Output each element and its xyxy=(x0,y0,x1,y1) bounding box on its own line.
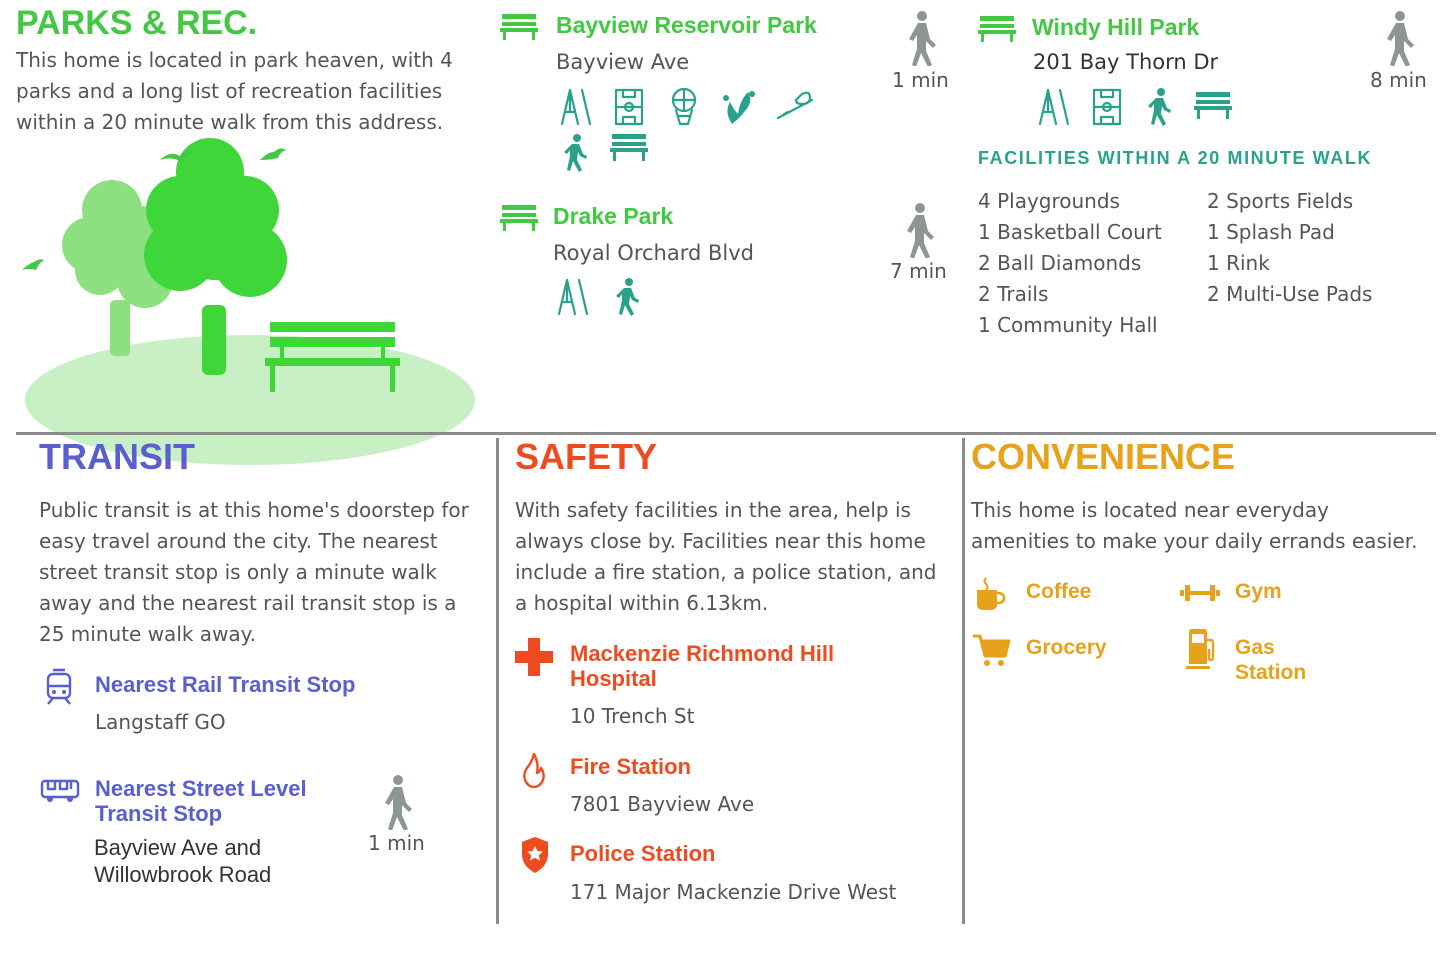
hospital-address: 10 Trench St xyxy=(570,704,695,728)
hospital-title xyxy=(570,641,834,691)
trail-runner-icon xyxy=(614,278,640,316)
train-icon xyxy=(45,668,73,706)
trail-runner-icon xyxy=(1146,88,1172,126)
bus-icon xyxy=(40,778,80,804)
walk-time: 7 min xyxy=(890,259,947,283)
facility-item: 1 Rink xyxy=(1207,251,1270,275)
soccer-field-icon xyxy=(1092,88,1122,126)
police-station-title: Police Station xyxy=(570,841,716,866)
convenience-title: CONVENIENCE xyxy=(971,436,1236,477)
splash-pad-icon xyxy=(720,88,760,126)
facility-item: 2 Multi-Use Pads xyxy=(1207,282,1373,306)
rail-stop-title: Nearest Rail Transit Stop xyxy=(95,672,356,697)
facility-item: 1 Community Hall xyxy=(978,313,1158,337)
gym-label: Gym xyxy=(1235,580,1282,603)
walker-icon xyxy=(904,10,938,66)
horizontal-divider xyxy=(16,432,1436,435)
walker-icon xyxy=(902,202,936,258)
park-address: Bayview Ave xyxy=(556,50,690,74)
walker-icon xyxy=(1382,10,1416,66)
picnic-bench-icon xyxy=(1194,90,1232,120)
basketball-icon xyxy=(664,88,704,126)
police-station-address: 171 Major Mackenzie Drive West xyxy=(570,880,897,904)
safety-title: SAFETY xyxy=(515,436,658,477)
facilities-title: FACILITIES WITHIN A 20 MINUTE WALK xyxy=(978,148,1373,168)
trail-runner-icon xyxy=(562,134,588,172)
vertical-divider xyxy=(962,438,965,924)
park-address: Royal Orchard Blvd xyxy=(553,241,754,265)
gas-station-label-line: Station xyxy=(1235,661,1307,684)
skate-icon xyxy=(774,88,816,124)
street-stop-title-line: Transit Stop xyxy=(95,801,223,826)
swing-icon xyxy=(557,278,589,316)
walk-time: 1 min xyxy=(368,831,425,855)
facility-item: 1 Basketball Court xyxy=(978,220,1162,244)
parks-title xyxy=(16,4,257,43)
facilities-list-right xyxy=(1207,186,1372,310)
fire-icon xyxy=(522,752,546,788)
park-address: 201 Bay Thorn Dr xyxy=(1033,50,1219,74)
transit-title: TRANSIT xyxy=(39,436,195,477)
parks-description: This home is located in park heaven, with 4 parks and a long list of recreation facilities within a 20 minute walk from this address. xyxy=(16,48,453,134)
vertical-divider xyxy=(496,438,499,924)
hospital-title-line: Mackenzie Richmond Hill xyxy=(570,641,835,666)
hospital-cross-icon xyxy=(515,638,553,676)
coffee-label: Coffee xyxy=(1026,580,1092,603)
coffee-icon xyxy=(974,576,1006,612)
park-bench-icon xyxy=(500,203,540,231)
picnic-bench-icon xyxy=(610,132,648,162)
bird-icon xyxy=(260,148,286,160)
parks-title-amp: & REC. xyxy=(132,4,258,42)
facilities-list-left xyxy=(978,186,1162,341)
bird-icon xyxy=(22,259,44,270)
walk-time: 8 min xyxy=(1370,68,1427,92)
grocery-label: Grocery xyxy=(1026,636,1107,659)
safety-description: With safety facilities in the area, help is always close by. Facilities near this home include a fire station, a police station, and a hospital within 6.13km. xyxy=(515,498,937,615)
police-shield-icon xyxy=(520,836,550,874)
park-illustration xyxy=(20,130,480,470)
facility-item: 1 Splash Pad xyxy=(1207,220,1335,244)
park-name: Bayview Reservoir Park xyxy=(556,12,817,38)
street-stop-name-line: Bayview Ave and xyxy=(94,835,262,860)
walker-icon xyxy=(380,774,414,830)
convenience-description: This home is located near everyday amenities to make your daily errands easier. xyxy=(971,498,1418,553)
fire-station-title: Fire Station xyxy=(570,754,692,779)
park-bench-icon xyxy=(500,12,540,40)
street-stop-title xyxy=(95,776,307,826)
facility-item: 4 Playgrounds xyxy=(978,189,1120,213)
facility-item: 2 Sports Fields xyxy=(1207,189,1354,213)
parks-title-word: PARKS xyxy=(16,4,133,42)
rail-stop-name: Langstaff GO xyxy=(95,710,226,734)
street-stop-name-line: Willowbrook Road xyxy=(94,862,272,887)
swing-icon xyxy=(560,88,592,126)
fire-station-address: 7801 Bayview Ave xyxy=(570,792,755,816)
street-stop-title-line: Nearest Street Level xyxy=(95,776,307,801)
gas-station-label xyxy=(1235,635,1306,685)
facility-item: 2 Trails xyxy=(978,282,1049,306)
facility-item: 2 Ball Diamonds xyxy=(978,251,1142,275)
gas-station-label-line: Gas xyxy=(1235,636,1275,659)
hospital-title-line: Hospital xyxy=(570,666,657,691)
gas-pump-icon xyxy=(1186,628,1216,670)
park-bench-icon xyxy=(978,14,1018,42)
transit-description: Public transit is at this home's doorstep for easy travel around the city. The nearest street transit stop is only a minute walk away and the nearest rail transit stop is a 25 minute walk away. xyxy=(39,498,469,646)
soccer-field-icon xyxy=(614,88,644,126)
gym-icon xyxy=(1180,582,1220,604)
walk-time: 1 min xyxy=(892,68,949,92)
park-name: Drake Park xyxy=(553,203,674,229)
street-stop-name xyxy=(94,834,271,888)
grocery-cart-icon xyxy=(971,632,1011,668)
swing-icon xyxy=(1038,88,1070,126)
park-name: Windy Hill Park xyxy=(1032,14,1200,40)
